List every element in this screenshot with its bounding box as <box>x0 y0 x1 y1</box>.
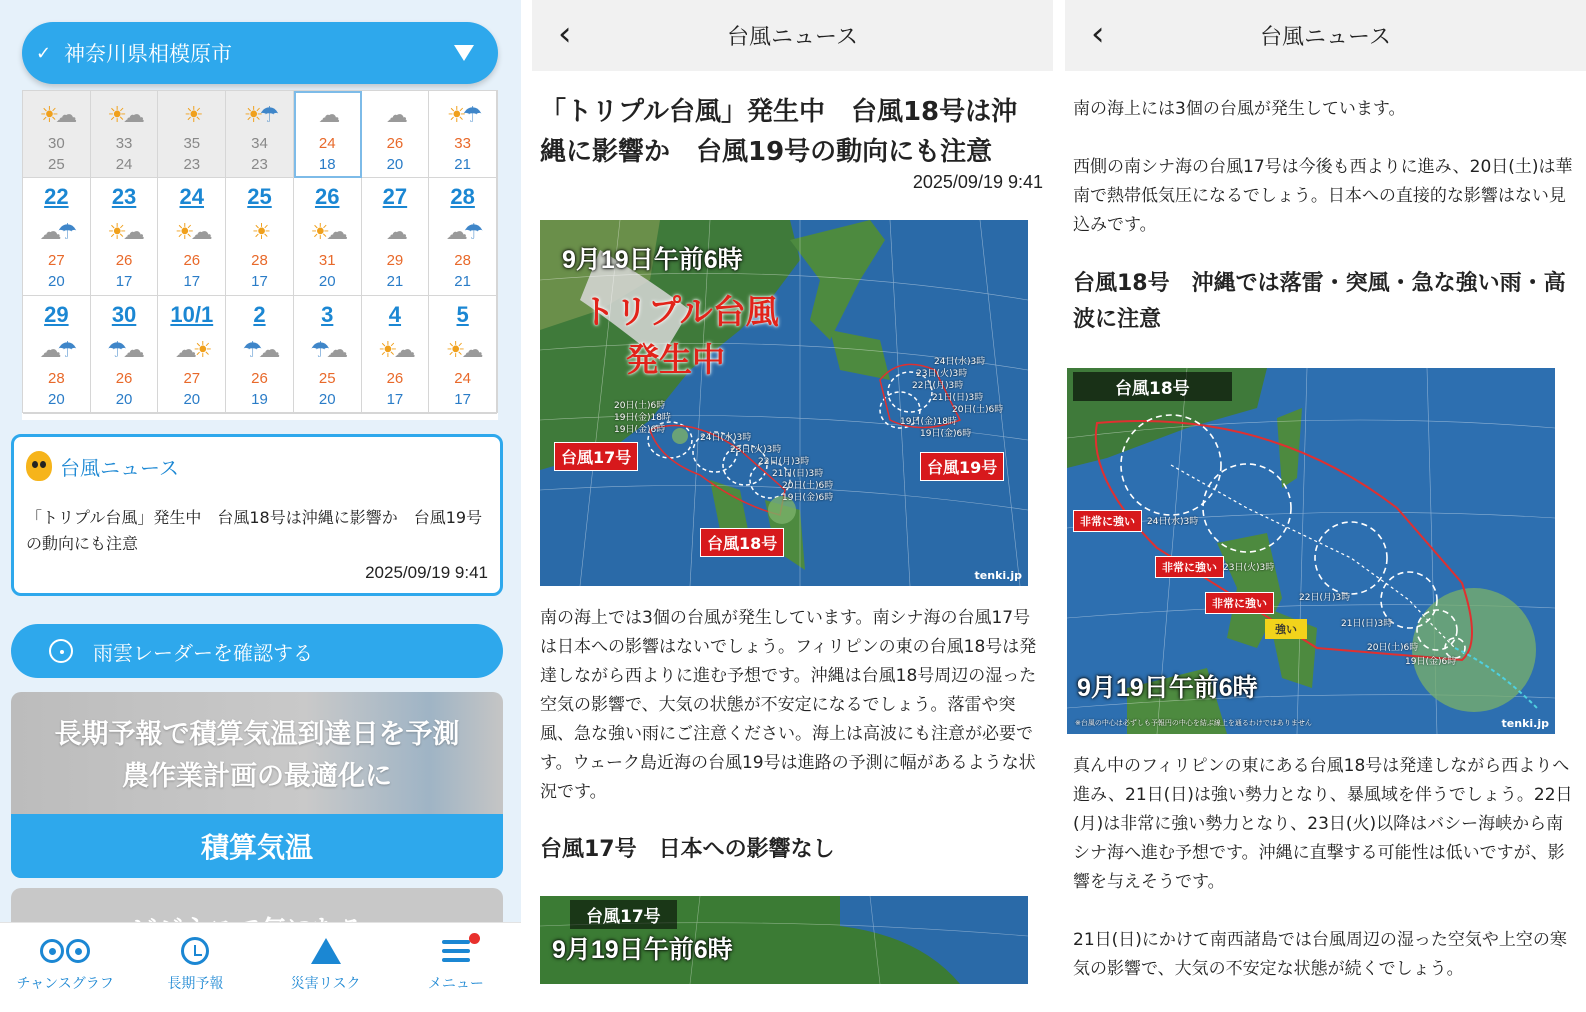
weather-icon: ☁ <box>385 219 404 244</box>
weather-icon: ☀☁ <box>310 219 345 244</box>
track-label: 23日(火)3時 <box>916 369 968 379</box>
very-strong-tag: 非常に強い <box>1155 556 1224 578</box>
track-label: 20日(土)6時 <box>782 481 834 491</box>
weather-icon: ☁ <box>385 102 404 127</box>
news-card-headline: 「トリプル台風」発生中 台風18号は沖縄に影響か 台風19号の動向にも注意 <box>26 508 483 553</box>
typhoon-article-screen-top <box>532 0 1053 1012</box>
banner-headline-2: 農作業計画の最適化に <box>122 761 392 792</box>
article-paragraph: 真ん中のフィリピンの東にある台風18号は発達しながら西よりへ進み、21日(日)は強い勢力となり、暴風域を伴うでしょう。22日(月)は非常に強い勢力となり、23日(火)以降はバシー海峡から南シナ海へ進む予想です。沖縄に直撃する可能性は低いですが、影響を与えそうです。 <box>1073 756 1573 892</box>
calendar-day-cell[interactable] <box>294 296 362 414</box>
track-label: 24日(水)3時 <box>700 433 752 443</box>
rain-radar-button[interactable] <box>11 624 503 678</box>
high-temp: 28 <box>251 252 268 269</box>
track-label: 22日(月)3時 <box>912 381 964 391</box>
calendar-day-cell[interactable] <box>91 91 159 178</box>
calendar-day-cell[interactable] <box>23 178 91 296</box>
calendar-day-cell[interactable] <box>226 91 294 178</box>
tag-typhoon-19: 台風19号 <box>920 452 1004 481</box>
high-temp: 28 <box>454 252 471 269</box>
weather-icon: ☀☂ <box>243 102 276 127</box>
low-temp: 23 <box>183 156 201 173</box>
tag-typhoon-17: 台風17号 <box>554 442 638 471</box>
very-strong-tag: 非常に強い <box>1073 510 1142 532</box>
map-time: 9月19日午前6時 <box>552 936 733 964</box>
day-number[interactable]: 3 <box>321 302 334 327</box>
track-label: 23日(火)3時 <box>730 445 782 455</box>
article-subhead: 台風17号 日本への影響なし <box>540 837 835 862</box>
low-temp: 20 <box>48 273 65 290</box>
calendar-day-cell[interactable] <box>429 178 497 296</box>
track-label: 20日(土)6時 <box>1367 643 1419 653</box>
typhoon-17-map[interactable] <box>540 896 1028 984</box>
day-number[interactable]: 22 <box>44 184 69 209</box>
calendar-day-cell[interactable] <box>294 91 362 178</box>
check-icon: ✓ <box>36 42 52 64</box>
nav-bar <box>1065 0 1586 71</box>
menu-icon <box>442 940 470 962</box>
typhoon-news-card[interactable] <box>11 434 503 596</box>
track-label: 19日(金)6時 <box>782 493 834 503</box>
low-temp: 21 <box>454 273 471 290</box>
nav-title: 台風ニュース <box>727 25 858 50</box>
article-paragraph: 西側の南シナ海の台風17号は今後も西よりに進み、20日(土)は華南で熱帯低気圧になるでしょう。日本への直接的な影響はない見込みです。 <box>1073 157 1573 235</box>
tab-long-range[interactable] <box>130 923 260 1012</box>
calendar-day-cell[interactable] <box>23 91 91 178</box>
low-temp: 20 <box>318 273 336 290</box>
day-number[interactable]: 30 <box>111 302 137 327</box>
track-label: 22日(月)3時 <box>758 457 810 467</box>
calendar-grid <box>22 90 498 413</box>
map-headline-2: 発生中 <box>626 341 725 378</box>
calendar-day-cell[interactable] <box>158 178 226 296</box>
news-card-title: 台風ニュース <box>60 455 179 480</box>
article-subhead: 台風18号 沖縄では落雷・突風・急な強い雨・高波に注意 <box>1073 271 1566 332</box>
track-label: 19日(金)18時 <box>900 417 957 427</box>
low-temp: 21 <box>454 156 471 173</box>
banner-cta[interactable]: 積算気温 <box>11 814 503 878</box>
day-number[interactable]: 24 <box>179 184 205 209</box>
high-temp: 29 <box>386 252 404 269</box>
day-number[interactable]: 25 <box>247 184 272 209</box>
low-temp: 21 <box>386 273 404 290</box>
tab-label: 長期予報 <box>167 976 224 992</box>
day-number[interactable]: 10/1 <box>170 302 214 327</box>
article-paragraph: 南の海上には3個の台風が発生しています。 <box>1073 99 1406 119</box>
high-temp: 27 <box>183 370 201 387</box>
low-temp: 20 <box>115 391 133 408</box>
news-card-date: 2025/09/19 9:41 <box>365 563 488 582</box>
weather-icon: ☀ <box>251 219 268 244</box>
high-temp: 27 <box>48 252 65 269</box>
accumulated-temp-banner[interactable] <box>11 692 503 878</box>
track-label: 20日(土)6時 <box>952 405 1004 415</box>
back-chevron-icon[interactable]: ‹ <box>1091 14 1105 54</box>
day-number[interactable]: 27 <box>382 184 408 209</box>
calendar-day-cell[interactable] <box>362 178 430 296</box>
track-label: 19日(金)6時 <box>920 429 972 439</box>
low-temp: 17 <box>115 273 133 290</box>
article-paragraph: 南の海上では3個の台風が発生しています。南シナ海の台風17号は日本への影響はないでしょう。フィリピンの東の台風18号は発達しながら西よりに進む予想です。沖縄は台風18号周辺の湿った空気の影響で、大気の状態が不安定になるでしょう。落雷や突風、急な強い雨にご注意ください。海上は高波にも注意が必要です。ウェーク島近海の台風19号は進路の予測に幅があるような状況です。 <box>540 608 1037 802</box>
weather-icon: ☀☁ <box>378 337 412 362</box>
tab-label: チャンスグラフ <box>16 976 114 992</box>
tenki-logo: tenki.jp <box>974 569 1022 582</box>
weather-icon: ☀ <box>183 102 200 127</box>
map-disclaimer: ※台風の中心は必ずしも予報円の中心を結ぶ線上を通るわけではありません <box>1075 719 1312 727</box>
bottom-tab-bar <box>0 922 521 1012</box>
location-selector[interactable] <box>22 22 498 84</box>
track-label: 24日(水)3時 <box>934 357 986 367</box>
weather-home-screen <box>0 0 521 1012</box>
weather-icon: ☁☂ <box>445 219 480 244</box>
track-label: 20日(土)6時 <box>614 401 666 411</box>
track-label: 24日(水)3時 <box>1147 517 1199 527</box>
high-temp: 30 <box>48 135 65 152</box>
weather-icon: ☁ <box>318 102 337 127</box>
day-number[interactable]: 23 <box>111 184 137 209</box>
low-temp: 23 <box>251 156 268 173</box>
article-date: 2025/09/19 9:41 <box>912 172 1043 192</box>
low-temp: 17 <box>454 391 471 408</box>
low-temp: 20 <box>386 156 404 173</box>
weather-icon: ☁☀ <box>174 337 209 362</box>
calendar-day-cell[interactable] <box>91 296 159 414</box>
high-temp: 26 <box>386 370 404 387</box>
tag-typhoon-18: 台風18号 <box>700 528 784 557</box>
high-temp: 34 <box>251 135 268 152</box>
calendar-day-cell[interactable] <box>429 91 497 178</box>
map-tag: 台風17号 <box>570 900 677 929</box>
track-label: 19日(金)6時 <box>1405 657 1457 667</box>
high-temp: 35 <box>183 135 201 152</box>
low-temp: 25 <box>48 156 65 173</box>
weather-icon: ☀☁ <box>107 219 141 244</box>
tab-disaster-risk[interactable] <box>261 923 391 1012</box>
location-name: 神奈川県相模原市 <box>64 42 232 66</box>
track-label: 21日(日)3時 <box>1341 619 1393 629</box>
high-temp: 25 <box>318 370 336 387</box>
low-temp: 17 <box>251 273 268 290</box>
low-temp: 19 <box>251 391 268 408</box>
calendar-day-cell[interactable] <box>362 91 430 178</box>
map-time: 9月19日午前6時 <box>562 246 743 274</box>
nav-bar <box>532 0 1053 71</box>
track-label: 19日(金)18時 <box>614 413 671 423</box>
track-label: 21日(日)3時 <box>932 393 984 403</box>
typhoon-article-screen-scrolled <box>1065 0 1586 1012</box>
tab-label: 災害リスク <box>290 976 361 992</box>
tab-menu[interactable] <box>391 923 521 1012</box>
nav-title: 台風ニュース <box>1260 25 1391 50</box>
low-temp: 20 <box>183 391 201 408</box>
high-temp: 31 <box>318 252 336 269</box>
eyes-icon <box>40 939 90 963</box>
high-temp: 26 <box>115 252 133 269</box>
calendar-day-cell[interactable] <box>91 178 159 296</box>
track-label: 23日(火)3時 <box>1223 563 1275 573</box>
back-chevron-icon[interactable]: ‹ <box>558 14 572 54</box>
article-title: 「トリプル台風」発生中 台風18号は沖縄に影響か 台風19号の動向にも注意 <box>540 97 1018 167</box>
high-temp: 24 <box>454 370 471 387</box>
high-temp: 33 <box>454 135 471 152</box>
weather-icon: ☀☁ <box>445 337 480 362</box>
calendar-day-cell[interactable] <box>226 178 294 296</box>
day-number[interactable]: 29 <box>44 302 69 327</box>
calendar-day-cell[interactable] <box>429 296 497 414</box>
calendar-day-cell[interactable] <box>226 296 294 414</box>
mascot-icon <box>26 451 52 481</box>
day-number[interactable]: 28 <box>450 184 475 209</box>
high-temp: 26 <box>386 135 404 152</box>
warning-icon: ! <box>311 938 341 964</box>
typhoon-map-overview[interactable] <box>540 220 1028 586</box>
weather-icon: ☂☁ <box>310 337 345 362</box>
tenki-logo: tenki.jp <box>1501 717 1549 730</box>
weather-icon: ☀☁ <box>107 102 141 127</box>
typhoon-18-map[interactable] <box>1067 368 1555 734</box>
high-temp: 24 <box>318 135 336 152</box>
weather-icon: ☀☁ <box>39 102 74 127</box>
track-label: 21日(日)3時 <box>772 469 824 479</box>
calendar-day-cell[interactable] <box>158 296 226 414</box>
low-temp: 20 <box>318 391 336 408</box>
weather-icon: ☀☁ <box>174 219 209 244</box>
weather-icon: ☀☂ <box>446 102 479 127</box>
tab-chance-graph[interactable] <box>0 923 130 1012</box>
long-range-calendar <box>22 90 498 420</box>
high-temp: 26 <box>183 252 201 269</box>
banner-headline-1: 長期予報で積算気温到達日を予測 <box>54 719 460 750</box>
map-time: 9月19日午前6時 <box>1077 674 1258 702</box>
weather-icon: ☂☁ <box>242 337 277 362</box>
weather-icon: ☁☂ <box>39 219 74 244</box>
crosshair-icon <box>49 639 73 663</box>
day-number[interactable]: 4 <box>388 302 402 327</box>
very-strong-tag: 非常に強い <box>1205 592 1274 614</box>
low-temp: 20 <box>48 391 65 408</box>
calendar-day-cell[interactable] <box>158 91 226 178</box>
low-temp: 24 <box>115 156 133 173</box>
article-paragraph: 21日(日)にかけて南西諸島では台風周辺の湿った空気や上空の寒気の影響で、大気の不安定な状態が続くでしょう。 <box>1073 930 1567 979</box>
weather-icon: ☁☂ <box>39 337 74 362</box>
track-label: 19日(金)6時 <box>614 425 666 435</box>
day-number[interactable]: 2 <box>253 302 266 327</box>
weather-icon: ☂☁ <box>107 337 141 362</box>
clock-icon <box>181 937 209 965</box>
calendar-day-cell[interactable] <box>23 296 91 414</box>
day-number[interactable]: 26 <box>314 184 340 209</box>
calendar-day-cell[interactable] <box>362 296 430 414</box>
strong-tag: 強い <box>1265 619 1307 639</box>
day-number[interactable]: 5 <box>456 302 469 327</box>
high-temp: 33 <box>115 135 133 152</box>
high-temp: 28 <box>48 370 65 387</box>
rain-radar-label: 雨雲レーダーを確認する <box>93 640 313 665</box>
low-temp: 17 <box>183 273 201 290</box>
calendar-day-cell[interactable] <box>294 178 362 296</box>
low-temp: 17 <box>386 391 404 408</box>
high-temp: 26 <box>115 370 133 387</box>
tab-label: メニュー <box>427 976 484 992</box>
high-temp: 26 <box>251 370 268 387</box>
low-temp: 18 <box>318 156 336 173</box>
notification-dot <box>469 933 480 944</box>
dropdown-triangle-icon <box>454 45 474 61</box>
map-headline-1: トリプル台風 <box>582 293 779 330</box>
track-label: 22日(月)3時 <box>1299 593 1351 603</box>
map-tag: 台風18号 <box>1073 372 1232 401</box>
